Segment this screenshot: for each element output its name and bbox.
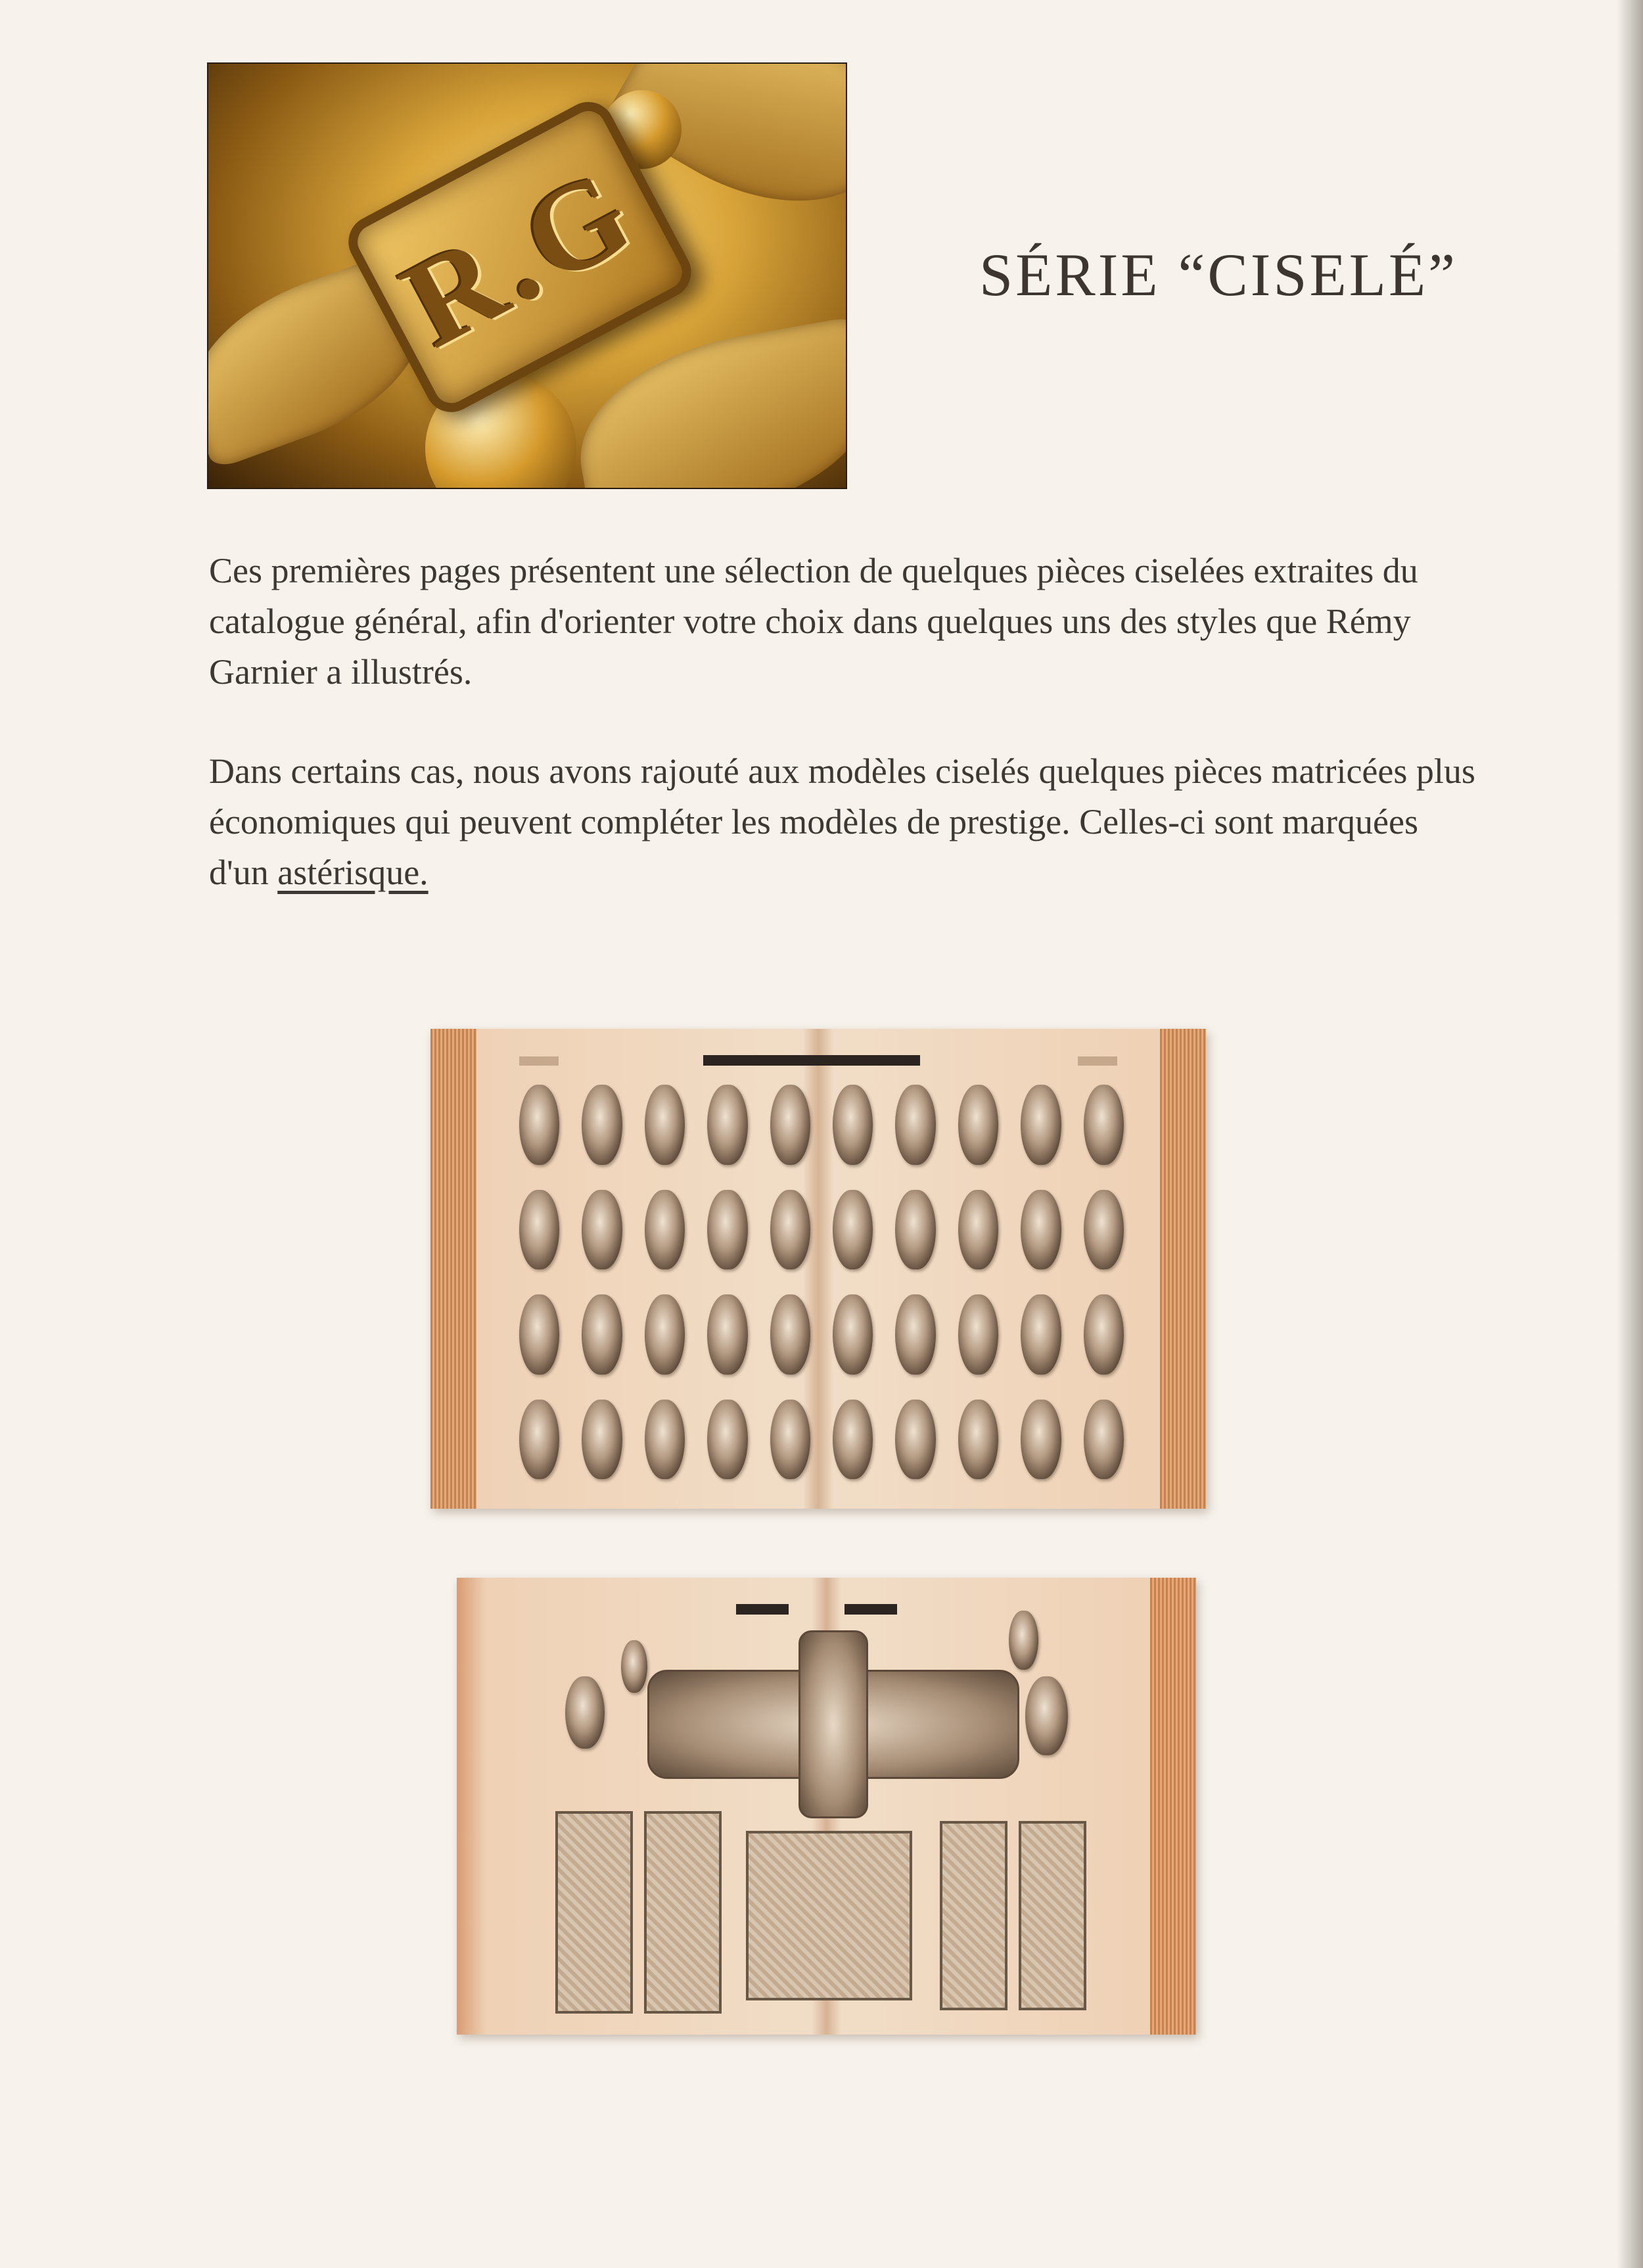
catalogue-knob (1021, 1190, 1061, 1270)
catalogue-knob (895, 1085, 935, 1165)
book-page-edge-right (1160, 1029, 1206, 1509)
catalogue-knob (582, 1400, 622, 1480)
catalogue-knob (519, 1400, 559, 1480)
catalogue-knob (833, 1190, 873, 1270)
catalogue-knob (645, 1085, 685, 1165)
catalogue-knob (645, 1190, 685, 1270)
catalogue-knob (645, 1294, 685, 1375)
catalogue-door-panel (644, 1811, 722, 2014)
hero-photo-gold-hallmark (207, 62, 847, 489)
book-page-edge-right (1150, 1578, 1196, 2035)
book-header-bar (703, 1055, 920, 1066)
catalogue-knob (645, 1400, 685, 1480)
plate-header-left (519, 1056, 559, 1066)
catalogue-knob (707, 1294, 747, 1375)
page-title: SÉRIE “CISELÉ” (979, 241, 1458, 308)
catalogue-knob (895, 1190, 935, 1270)
catalogue-knob (582, 1085, 622, 1165)
catalogue-lock-centre (798, 1630, 868, 1818)
ornament-leaf (564, 315, 847, 489)
catalogue-knob (1084, 1085, 1124, 1165)
hallmark-letters: R.G (382, 140, 658, 374)
catalogue-knob (621, 1640, 647, 1693)
catalogue-knob (833, 1294, 873, 1375)
book-page-edge-left (430, 1029, 476, 1509)
catalogue-photo-locks (457, 1578, 1196, 2035)
catalogue-knob (582, 1190, 622, 1270)
catalogue-knob (1021, 1294, 1061, 1375)
catalogue-knob (1084, 1294, 1124, 1375)
catalogue-knob (707, 1085, 747, 1165)
catalogue-knob (707, 1400, 747, 1480)
catalogue-knob (707, 1190, 747, 1270)
book-header-bar (736, 1604, 789, 1615)
catalogue-knob (565, 1676, 605, 1749)
catalogue-knob (958, 1294, 998, 1375)
catalogue-knob (519, 1294, 559, 1375)
catalogue-knob (895, 1294, 935, 1375)
intro-paragraph (209, 546, 1477, 697)
knob-grid (519, 1085, 1124, 1479)
book-header-bar (845, 1604, 897, 1615)
catalogue-knob (582, 1294, 622, 1375)
catalogue-knob (1021, 1400, 1061, 1480)
catalogue-knob (519, 1190, 559, 1270)
catalogue-knob (519, 1085, 559, 1165)
catalogue-knob (833, 1400, 873, 1480)
plate-header-right (1078, 1056, 1117, 1066)
catalogue-photo-knobs (430, 1029, 1206, 1509)
catalogue-knob (770, 1085, 810, 1165)
catalogue-knob (958, 1190, 998, 1270)
note-paragraph (209, 746, 1477, 898)
asterisk-note-link: astérisque. (277, 853, 428, 892)
catalogue-knob (1021, 1085, 1061, 1165)
catalogue-door-panel (940, 1821, 1007, 2010)
catalogue-knob (1084, 1190, 1124, 1270)
catalogue-door-panel (1019, 1821, 1086, 2010)
catalogue-door-panel (555, 1811, 633, 2014)
catalogue-knob (1084, 1400, 1124, 1480)
catalogue-door-panel (746, 1831, 912, 2000)
catalogue-knob (770, 1294, 810, 1375)
catalogue-knob (958, 1400, 998, 1480)
catalogue-knob (958, 1085, 998, 1165)
page-edge-shadow (1617, 0, 1643, 2268)
intro-paragraph-text: Ces premières pages présentent une sélection de quelques pièces ciselées extraites du catalogue général, afin d'orienter votre choix dans quelques uns des styles que Rémy Garnier a illustrés. (209, 551, 1418, 692)
catalogue-knob (770, 1190, 810, 1270)
note-paragraph-text: Dans certains cas, nous avons rajouté aux modèles ciselés quelques pièces matricées plus économiques qui peuvent compléter les modèles de prestige. Celles-ci sont marquées d'un (209, 751, 1475, 892)
catalogue-knob (895, 1400, 935, 1480)
catalogue-knob (833, 1085, 873, 1165)
catalogue-knob (770, 1400, 810, 1480)
catalogue-knob (1009, 1611, 1038, 1670)
catalogue-knob (1025, 1676, 1068, 1755)
